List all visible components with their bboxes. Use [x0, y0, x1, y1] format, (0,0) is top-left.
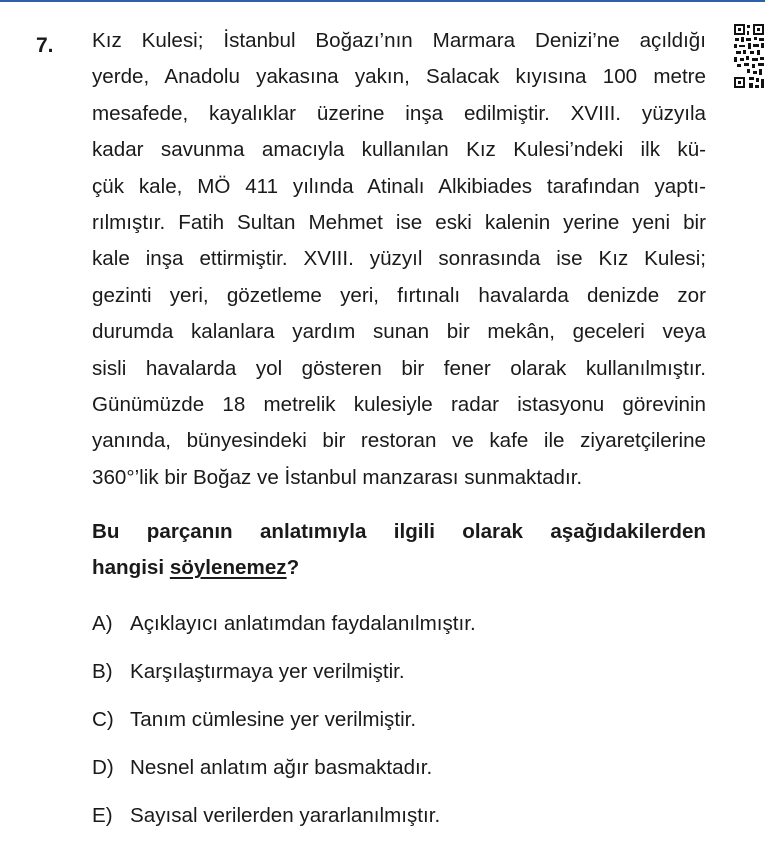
option-text: Karşılaştırmaya yer verilmiştir. — [130, 660, 405, 683]
passage-line: mesafede, kayalıklar üzerine inşa edilmiştir. XVIII. yüzyıla — [92, 101, 706, 125]
question-stem — [92, 514, 706, 587]
passage-line: kadar savunma amacıyla kullanılan Kız Kulesi’ndeki ilk kü- — [92, 138, 706, 162]
stem-prefix: hangisi — [92, 556, 170, 580]
passage-line: yerde, Anadolu yakasına yakın, Salacak kıyısına 100 metre — [92, 65, 706, 89]
passage-line: çük kale, MÖ 411 yılında Atinalı Alkibiades tarafından yaptı- — [92, 174, 706, 198]
passage-line: yanında, bünyesindeki bir restoran ve kafe ile ziyaretçilerine — [92, 429, 706, 453]
passage-line: rılmıştır. Fatih Sultan Mehmet ise eski kalenin yerine yeni bir — [92, 211, 706, 235]
answer-options — [92, 606, 706, 846]
passage-line: kale inşa ettirmiştir. XVIII. yüzyıl sonrasında ise Kız Kulesi; — [92, 247, 706, 271]
passage-line: sisli havalarda yol gösteren bir fener olarak kullanılmıştır. — [92, 356, 706, 380]
stem-line: Bu parçanın anlatımıyla ilgili olarak aşağıdakilerden — [92, 520, 706, 543]
passage-line: Kız Kulesi; İstanbul Boğazı’nın Marmara Denizi’ne açıldığı — [92, 29, 706, 52]
option-letter: B) — [92, 660, 113, 683]
passage — [92, 23, 706, 496]
qr-code-icon[interactable] — [733, 23, 765, 89]
option-e[interactable] — [92, 798, 706, 846]
passage-line: 360°’lik bir Boğaz ve İstanbul manzarası sunmaktadır. — [92, 465, 583, 489]
option-letter: C) — [92, 708, 114, 731]
option-text: Nesnel anlatım ağır basmaktadır. — [130, 756, 433, 779]
passage-line: durumda kalanlara yardım sunan bir mekân, geceleri veya — [92, 320, 706, 344]
option-letter: D) — [92, 756, 114, 779]
option-text: Açıklayıcı anlatımdan faydalanılmıştır. — [130, 612, 476, 635]
option-b[interactable] — [92, 654, 706, 702]
passage-line: gezinti yeri, gözetleme yeri, fırtınalı havalarda denizde zor — [92, 283, 706, 307]
option-text: Sayısal verilerden yararlanılmıştır. — [130, 804, 441, 827]
question-number: 7. — [36, 34, 54, 57]
option-text: Tanım cümlesine yer verilmiştir. — [130, 708, 417, 731]
stem-line — [92, 550, 706, 586]
passage-line: Günümüzde 18 metrelik kulesiyle radar istasyonu görevinin — [92, 393, 706, 417]
option-a[interactable] — [92, 606, 706, 654]
option-c[interactable] — [92, 702, 706, 750]
option-letter: A) — [92, 612, 113, 635]
top-divider — [0, 0, 765, 2]
stem-suffix: ? — [286, 556, 300, 580]
stem-underlined-word: söylenemez — [169, 556, 287, 580]
option-letter: E) — [92, 804, 113, 827]
option-d[interactable] — [92, 750, 706, 798]
